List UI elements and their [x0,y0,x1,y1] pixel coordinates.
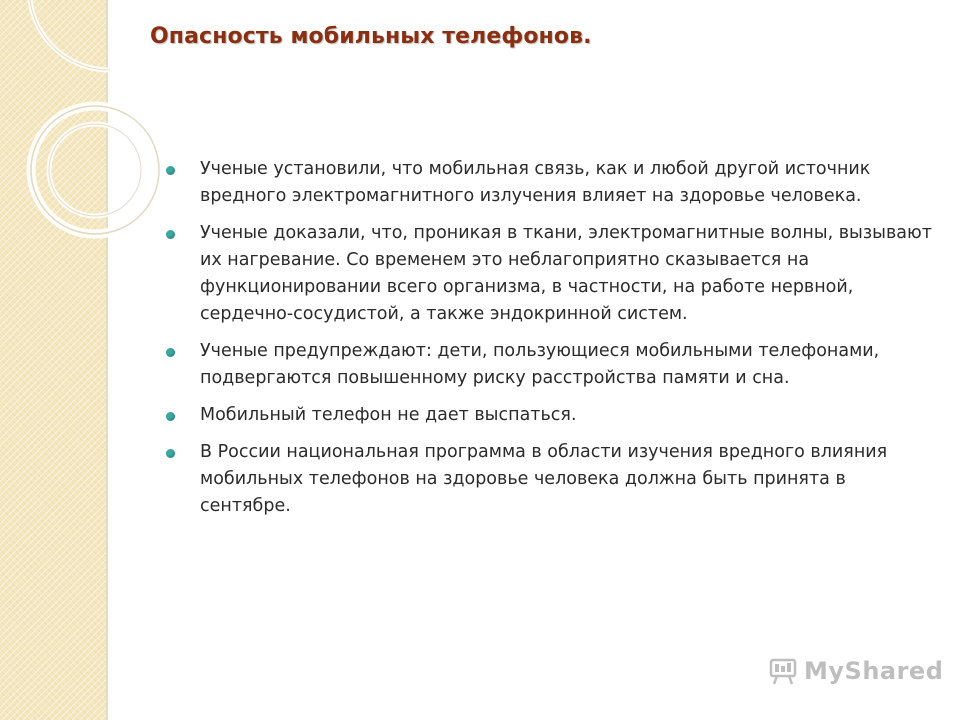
bullet-icon [166,166,175,175]
bullet-text: Ученые доказали, что, проникая в ткани, электромагнитные волны, вызывают их нагревание. Со временем это неблагоприятно сказывается на функционировании всего организма, в частности, на работе нервной, сердечно-сосудистой, а также эндокринной систем. [200,223,932,324]
bullet-icon [166,348,175,357]
bullet-text: Ученые установили, что мобильная связь, как и любой другой источник вредного электромагнитного излучения влияет на здоровье человека. [200,159,871,206]
bullet-icon [166,449,175,458]
slide-title: Опасность мобильных телефонов. [150,24,592,49]
bullet-list [166,156,936,530]
bullet-icon [166,230,175,239]
watermark-text: MyShared [804,657,944,685]
bullet-text: Ученые предупреждают: дети, пользующиеся мобильными телефонами, подвергаются повышенному риску расстройства памяти и сна. [200,341,880,388]
list-item [166,338,936,392]
list-item [166,156,936,210]
list-item [166,439,936,520]
bullet-text: В России национальная программа в области изучения вредного влияния мобильных телефонов на здоровье человека должна быть принята в сентябре. [200,442,888,516]
presentation-board-icon [768,656,798,686]
watermark-logo [768,656,943,686]
bullet-icon [166,412,175,421]
list-item [166,220,936,328]
list-item [166,402,936,429]
bullet-text: Мобильный телефон не дает выспаться. [200,405,577,425]
